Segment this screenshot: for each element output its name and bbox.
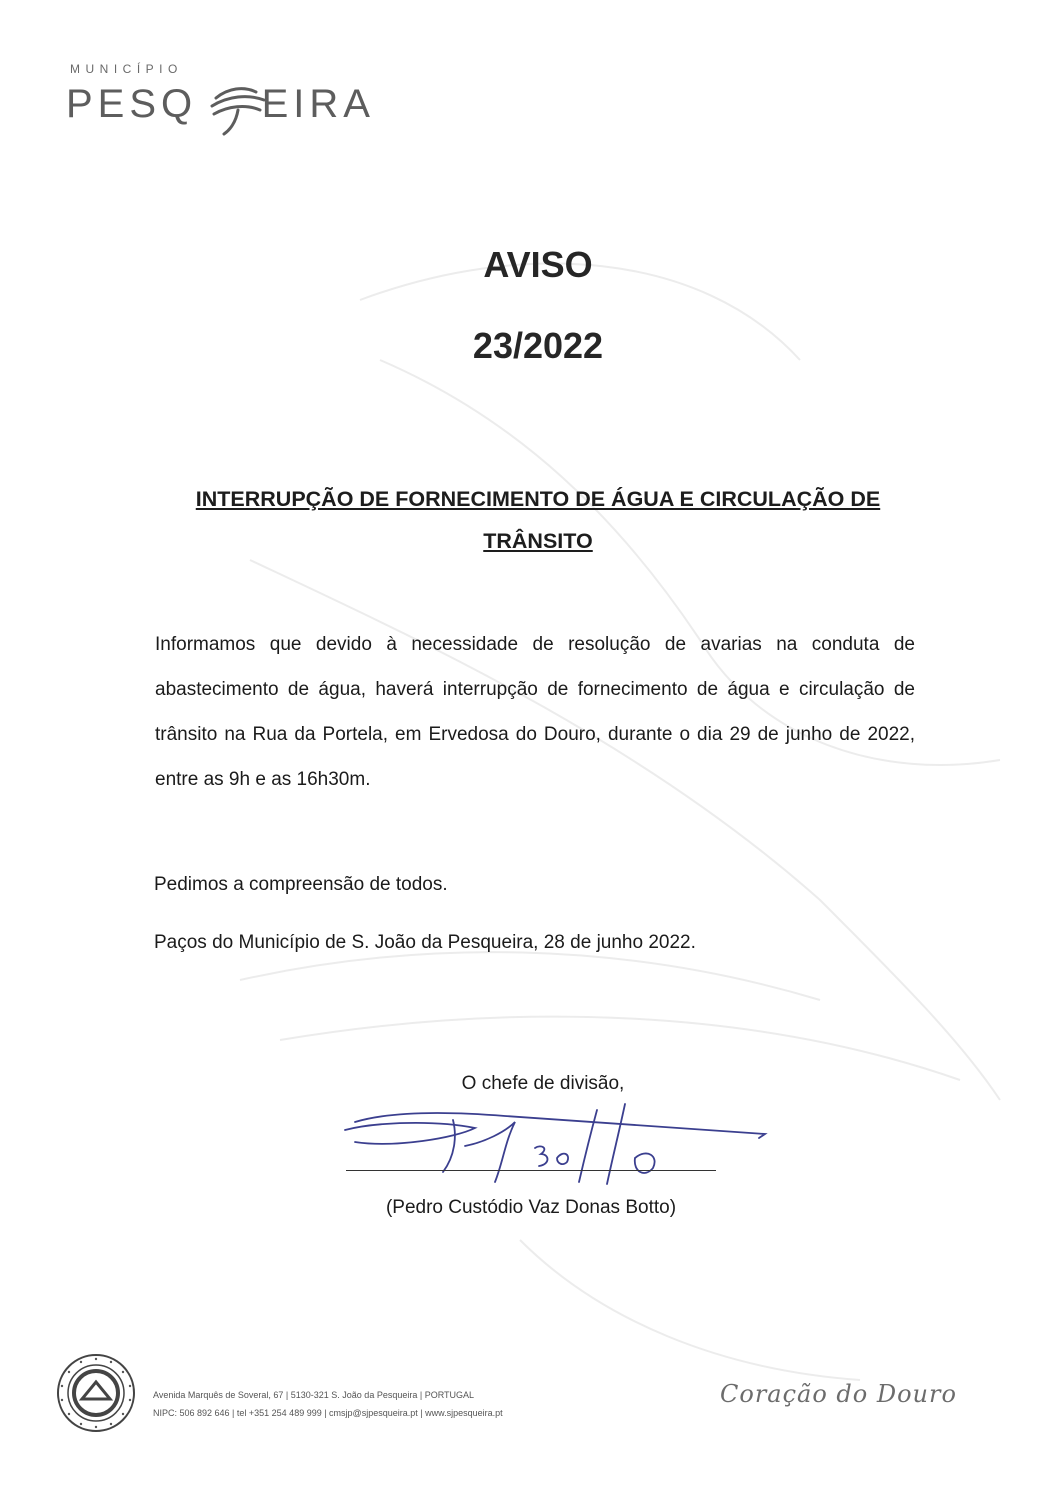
municipality-logo [66,62,386,142]
signatory-title: O chefe de divisão, [461,1073,625,1094]
document-number: 23/2022 [472,325,604,366]
body-paragraph: Informamos que devido à necessidade de resolução de avarias na conduta de abastecimento de água, haverá interrupção de fornecimento de água e circulação de trânsito na Rua da Portela, em Ervedosa do Douro, durante o dia 29 de junho de 2022, entre as 9h e as 16h30m. [155,634,915,790]
signature-line [346,1170,716,1171]
footer-address: Avenida Marquês de Soveral, 67 | 5130-321 S. João da Pesqueira | PORTUGAL [153,1390,475,1400]
closing-line: Pedimos a compreensão de todos. [154,874,448,895]
logo-municipio-text: MUNICÍPIO [70,62,183,76]
footer-contact [153,1386,503,1422]
coracao-do-douro-tagline: Coração do Douro [720,1380,957,1408]
logo-wave-icon [198,72,278,136]
document-subject: INTERRUPÇÃO DE FORNECIMENTO DE ÁGUA E CIRCULAÇÃO DE TRÂNSITO [195,487,881,553]
footer-contacts: NIPC: 506 892 646 | tel +351 254 489 999 | cmsjp@sjpesqueira.pt | www.sjpesqueira.pt [153,1408,503,1418]
handwritten-signature [335,1092,775,1192]
place-date-line: Paços do Município de S. João da Pesqueira, 28 de junho 2022. [154,932,696,953]
logo-pesqueira-text: PESQ EIRA [66,82,375,126]
world-heritage-emblem-icon [55,1352,137,1434]
document-title: AVISO [483,244,593,285]
signatory-name: (Pedro Custódio Vaz Donas Botto) [385,1197,677,1218]
